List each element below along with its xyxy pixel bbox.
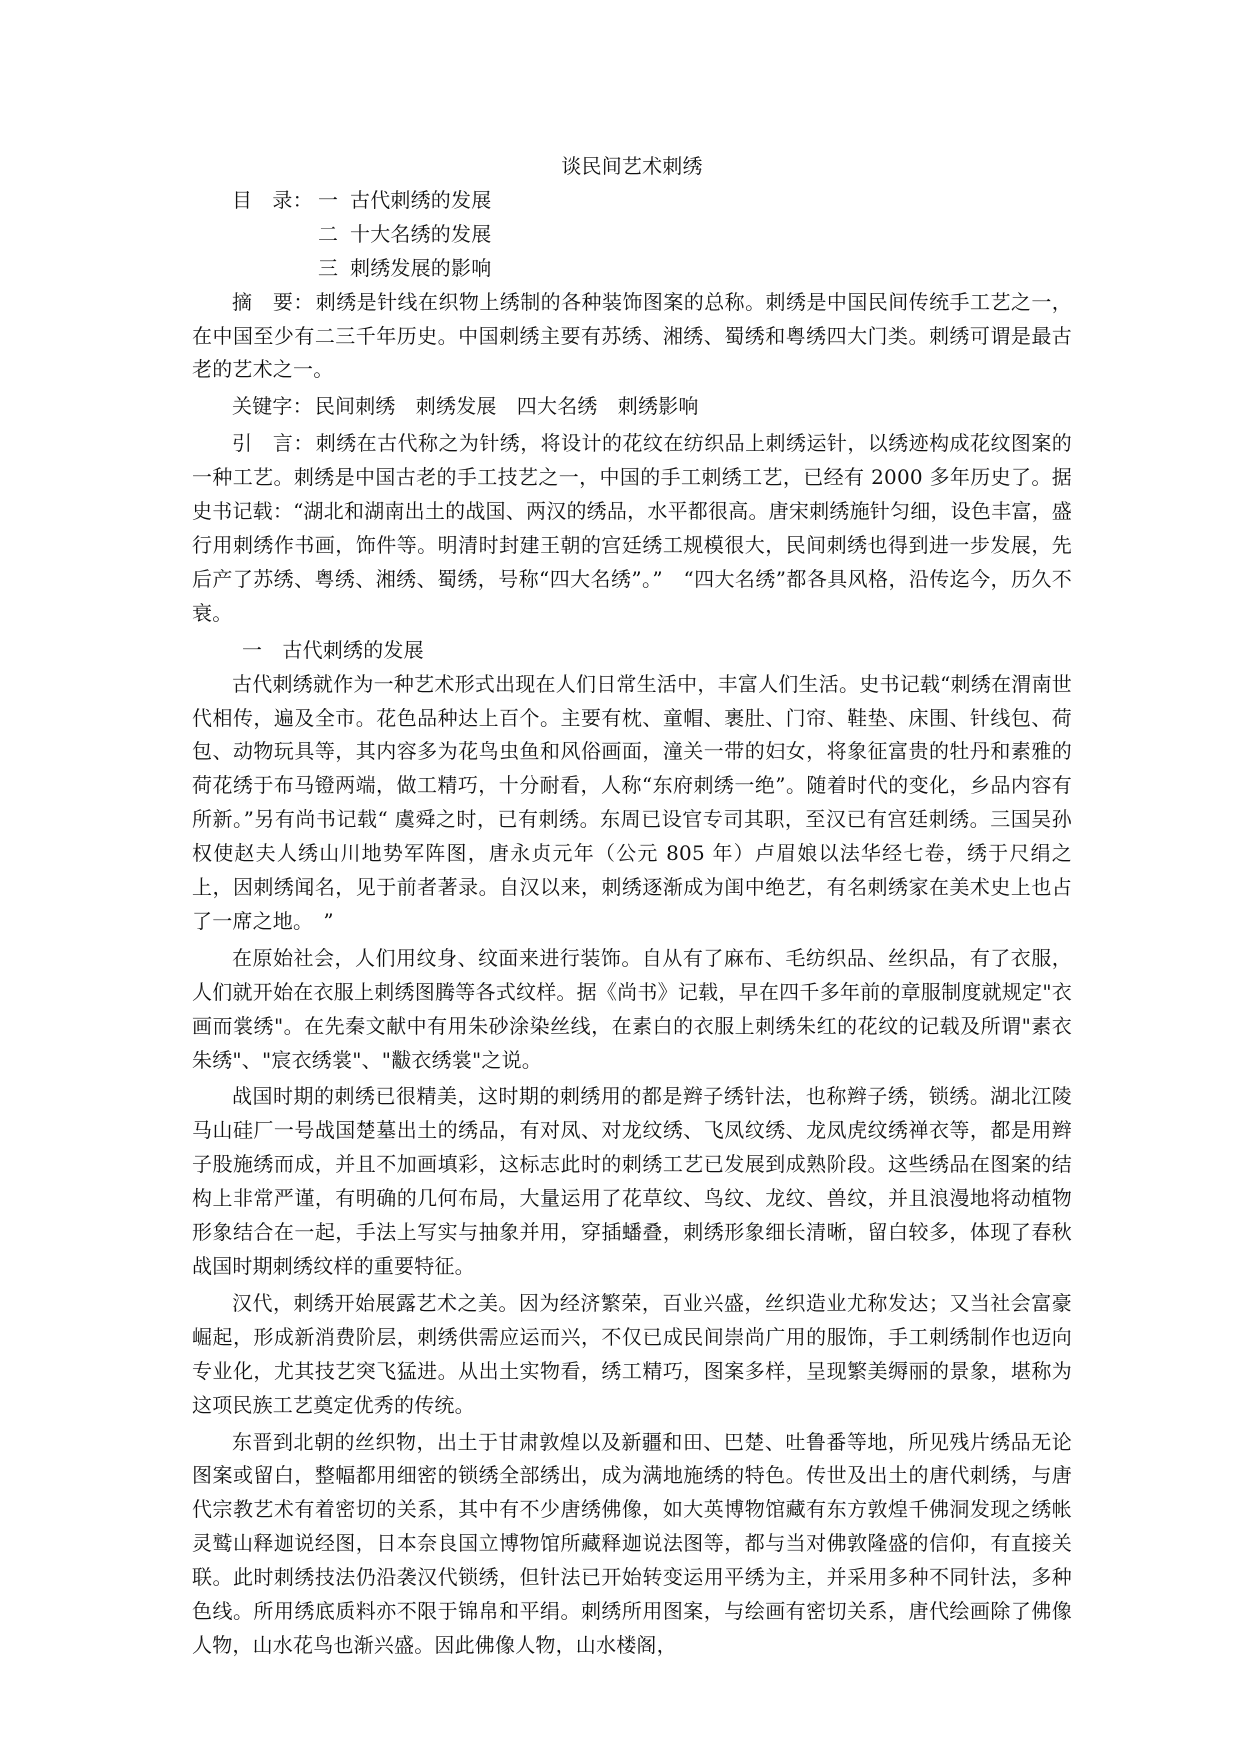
- abstract-text: 刺绣是针线在织物上绣制的各种装饰图案的总称。刺绣是中国民间传统手工艺之一，在中国至少有二三千年历史。中国刺绣主要有苏绣、湘绣、蜀绣和粤绣四大门类。刺绣可谓是最古老的艺术之一。: [192, 289, 1072, 382]
- keywords: [192, 390, 1072, 424]
- body-paragraph: 汉代，刺绣开始展露艺术之美。因为经济繁荣，百业兴盛，丝织造业尤称发达；又当社会富豪崛起，形成新消费阶层，刺绣供需应运而兴，不仅已成民间崇尚广用的服饰，手工刺绣制作也迈向专业化，尤其技艺突飞猛进。从出土实物看，绣工精巧，图案多样，呈现繁美缛丽的景象，堪称为这项民族工艺奠定优秀的传统。: [192, 1290, 1072, 1417]
- body-paragraph: 在原始社会，人们用纹身、纹面来进行装饰。自从有了麻布、毛纺织品、丝织品，有了衣服，人们就开始在衣服上刺绣图腾等各式纹样。据《尚书》记载，早在四千多年前的章服制度就规定"衣画而裳绣"。在先秦文献中有用朱砂涂染丝线，在素白的衣服上刺绣朱红的花纹的记载及所谓"素衣朱绣"、"宸衣绣裳"、"黻衣绣裳"之说。: [192, 945, 1072, 1072]
- toc-item-text: 刺绣发展的影响: [350, 255, 492, 280]
- body-paragraph: 战国时期的刺绣已很精美，这时期的刺绣用的都是辫子绣针法，也称辫子绣，锁绣。湖北江陵马山硅厂一号战国楚墓出土的绣品，有对凤、对龙纹绣、飞凤纹绣、龙凤虎纹绣禅衣等，都是用辫子股施绣而成，并且不加画填彩，这标志此时的刺绣工艺已发展到成熟阶段。这些绣品在图案的结构上非常严谨，有明确的几何布局，大量运用了花草纹、鸟纹、龙纹、兽纹，并且浪漫地将动植物形象结合在一起，手法上写实与抽象并用，穿插蟠叠，刺绣形象细长清晰，留白较多，体现了春秋战国时期刺绣纹样的重要特征。: [192, 1084, 1072, 1278]
- introduction: [192, 427, 1072, 630]
- document-title: 谈民间艺术刺绣: [561, 154, 703, 178]
- toc-item-text: 十大名绣的发展: [350, 221, 492, 246]
- introduction-label: 引 言：: [232, 431, 314, 456]
- abstract-label: 摘 要：: [232, 289, 314, 314]
- toc-row: [192, 252, 1072, 286]
- table-of-contents: [192, 184, 1072, 286]
- keywords-label: 关键字：: [232, 394, 313, 419]
- section-heading: 一 古代刺绣的发展: [242, 637, 424, 662]
- document-body: [192, 150, 1072, 1666]
- keywords-text: 民间刺绣 刺绣发展 四大名绣 刺绣影响: [314, 394, 699, 419]
- toc-row: [192, 184, 1072, 218]
- toc-row: [192, 218, 1072, 252]
- body-paragraph: 东晋到北朝的丝织物，出土于甘肃敦煌以及新疆和田、巴楚、吐鲁番等地，所见残片绣品无论图案或留白，整幅都用细密的锁绣全部绣出，成为满地施绣的特色。传世及出土的唐代刺绣，与唐代宗教艺术有着密切的关系，其中有不少唐绣佛像，如大英博物馆藏有东方敦煌千佛洞发现之绣帐灵鹫山释迦说经图，日本奈良国立博物馆所藏释迦说法图等，都与当对佛敦隆盛的信仰，有直接关联。此时刺绣技法仍沿袭汉代锁绣，但针法已开始转变运用平绣为主，并采用多种不同针法，多种色线。所用绣底质料亦不限于锦帛和平绢。刺绣所用图案，与绘画有密切关系，唐代绘画除了佛像人物，山水花鸟也渐兴盛。因此佛像人物，山水楼阁，: [192, 1429, 1072, 1657]
- introduction-text: 刺绣在古代称之为针绣，将设计的花纹在纺织品上刺绣运针，以绣迹构成花纹图案的一种工艺。刺绣是中国古老的手工技艺之一，中国的手工刺绣工艺，已经有 2000 多年历史了。据史书记载：“湖北和湖南出土的战国、两汉的绣品，水平都很高。唐宋刺绣施针匀细，设色丰富，盛行用刺绣作书画，饰件等。明清时封建王朝的宫廷绣工规模很大，民间刺绣也得到进一步发展，先后产了苏绣、粤绣、湘绣、蜀绣，号称“四大名绣”。” “四大名绣”都各具风格，沿传迄今，历久不衰。: [192, 431, 1072, 625]
- abstract: [192, 286, 1072, 388]
- body-paragraph: 古代刺绣就作为一种艺术形式出现在人们日常生活中，丰富人们生活。史书记载“刺绣在渭南世代相传，遍及全市。花色品种达上百个。主要有枕、童帽、裹肚、门帘、鞋垫、床围、针线包、荷包、动物玩具等，其内容多为花鸟虫鱼和风俗画面，潼关一带的妇女，将象征富贵的牡丹和素雅的荷花绣于布马镫两端，做工精巧，十分耐看，人称“东府刺绣一绝”。随着时代的变化，乡品内容有所新。”另有尚书记载“ 虞舜之时，已有刺绣。东周已设官专司其职，至汉已有宫廷刺绣。三国吴孙权使赵夫人绣山川地势军阵图，唐永贞元年（公元 805 年）卢眉娘以法华经七卷，绣于尺绢之上，因刺绣闻名，见于前者著录。自汉以来，刺绣逐渐成为闺中绝艺，有名刺绣家在美术史上也占了一席之地。 ”: [192, 671, 1072, 933]
- toc-item-number: 一: [318, 187, 339, 212]
- toc-label: 目 录：: [232, 187, 313, 212]
- toc-item-number: 二: [318, 221, 339, 246]
- toc-item-number: 三: [318, 255, 339, 280]
- toc-item-text: 古代刺绣的发展: [350, 187, 492, 212]
